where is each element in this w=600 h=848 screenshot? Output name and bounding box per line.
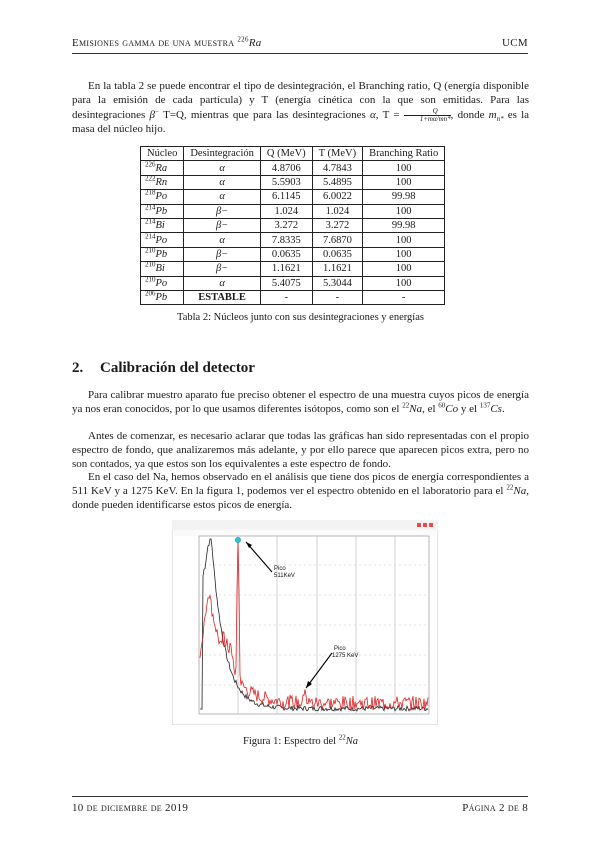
q-cell: 3.272 bbox=[260, 218, 312, 232]
q-cell: 4.8706 bbox=[260, 161, 312, 175]
table-row bbox=[141, 175, 445, 189]
br-cell: 100 bbox=[363, 276, 445, 290]
q-cell: 5.4075 bbox=[260, 276, 312, 290]
table-row bbox=[141, 276, 445, 290]
table-row bbox=[141, 233, 445, 247]
q-cell: 6.1145 bbox=[260, 190, 312, 204]
t-cell: 4.7843 bbox=[312, 161, 362, 175]
br-cell: 99.98 bbox=[363, 218, 445, 232]
table-row bbox=[141, 161, 445, 175]
decay-cell: α bbox=[184, 233, 261, 247]
nucleus-cell: $^{214}$Po bbox=[141, 233, 184, 247]
nucleus-cell: $^{214}$Bi bbox=[141, 218, 184, 232]
footer-page-number: Página 2 de 8 bbox=[462, 802, 528, 814]
col-header: Q (MeV) bbox=[260, 147, 312, 161]
table-header-row bbox=[141, 147, 445, 161]
t-cell: 3.272 bbox=[312, 218, 362, 232]
nucleus-cell: $^{210}$Po bbox=[141, 276, 184, 290]
decay-cell: α bbox=[184, 175, 261, 189]
table-row bbox=[141, 204, 445, 218]
t-cell: - bbox=[312, 290, 362, 304]
br-cell: 100 bbox=[363, 161, 445, 175]
t-cell: 5.4895 bbox=[312, 175, 362, 189]
page-footer bbox=[72, 796, 528, 817]
annotation-label-1b: 511KeV bbox=[274, 573, 295, 579]
footer-date: 10 de diciembre de 2019 bbox=[72, 802, 189, 814]
decay-cell: β− bbox=[184, 218, 261, 232]
br-cell: 99.98 bbox=[363, 190, 445, 204]
nucleus-cell: $^{210}$Bi bbox=[141, 262, 184, 276]
body-paragraph-3: En el caso del Na, hemos observado en el análisis que tiene dos picos de energía correspondientes a 511 KeV y a 1275 KeV. En la figura 1, podemos ver el espectro obtenido en el laboratorio para el $^{22}$Na, donde pueden identificarse estos picos de energía. bbox=[72, 471, 529, 511]
body-paragraph-1: Para calibrar muestro aparato fue preciso obtener el espectro de una muestra cuyos picos de energía ya nos eran conocidos, por lo que usamos diferentes isótopos, como son el $^{22}$Na, el $^{60}$Co y el $^{137}$Cs. bbox=[72, 389, 529, 415]
t-cell: 1.024 bbox=[312, 204, 362, 218]
decay-cell: β− bbox=[184, 204, 261, 218]
col-header: T (MeV) bbox=[312, 147, 362, 161]
t-cell: 1.1621 bbox=[312, 262, 362, 276]
table-row bbox=[141, 247, 445, 261]
decay-cell: β− bbox=[184, 247, 261, 261]
section-heading: 2. Calibración del detector bbox=[72, 360, 255, 376]
nucleus-cell: $^{218}$Po bbox=[141, 190, 184, 204]
decay-cell: α bbox=[184, 161, 261, 175]
col-header: Núcleo bbox=[141, 147, 184, 161]
q-cell: 0.0635 bbox=[260, 247, 312, 261]
q-cell: - bbox=[260, 290, 312, 304]
figure-title-strip bbox=[174, 530, 436, 536]
annotation-label-2b: 1275 KeV bbox=[332, 653, 359, 659]
table-row bbox=[141, 190, 445, 204]
spectrum-chart bbox=[172, 520, 438, 725]
nucleus-cell: $^{214}$Pb bbox=[141, 204, 184, 218]
body-paragraph-2: Antes de comenzar, es necesario aclarar que todas las gráficas han sido representadas con el propio espectro de fondo, que analizaremos más adelante, y por ello parece que aparecen picos extra, pero no son contados, ya que estos son los equivalentes a este espectro de fondo. bbox=[72, 430, 529, 470]
decay-cell: ESTABLE bbox=[184, 290, 261, 304]
q-cell: 7.8335 bbox=[260, 233, 312, 247]
intro-paragraph: En la tabla 2 se puede encontrar el tipo de desintegración, el Branching ratio, Q (energía disponible para la emisión de cada partícula) y T (energía cinética con la que son emitidas. Para las desintegraciones β− T=Q, mientras que para las desintegraciones α, T = $\frac{Q}{1+m\alpha/mn*}$ , donde $m_{n*}$ es la masa del núcleo hijo. bbox=[72, 80, 530, 135]
running-title: Emisiones gamma de una muestra $^{226}$Ra bbox=[72, 35, 262, 49]
table-caption: Tabla 2: Núcleos junto con sus desintegraciones y energías bbox=[177, 312, 424, 323]
nuclei-table bbox=[140, 146, 445, 305]
q-cell: 5.5903 bbox=[260, 175, 312, 189]
t-cell: 5.3044 bbox=[312, 276, 362, 290]
header-org: UCM bbox=[502, 37, 528, 49]
q-cell: 1.1621 bbox=[260, 262, 312, 276]
page-header bbox=[72, 37, 528, 54]
spectrum-figure bbox=[172, 520, 438, 725]
toolbar-buttons bbox=[417, 523, 433, 527]
decay-cell: α bbox=[184, 190, 261, 204]
nucleus-cell: $^{210}$Pb bbox=[141, 247, 184, 261]
col-header: Desintegración bbox=[184, 147, 261, 161]
annotation-label-1a: Pico bbox=[274, 566, 286, 572]
nucleus-cell: $^{226}$Ra bbox=[141, 161, 184, 175]
table-row bbox=[141, 262, 445, 276]
br-cell: 100 bbox=[363, 175, 445, 189]
col-header: Branching Ratio bbox=[363, 147, 445, 161]
decay-cell: α bbox=[184, 276, 261, 290]
q-cell: 1.024 bbox=[260, 204, 312, 218]
t-cell: 6.0022 bbox=[312, 190, 362, 204]
nucleus-cell: $^{206}$Pb bbox=[141, 290, 184, 304]
table-row bbox=[141, 290, 445, 304]
peak-marker bbox=[235, 537, 240, 542]
figure-caption: Figura 1: Espectro del $^{22}$Na bbox=[243, 733, 358, 747]
table-row bbox=[141, 218, 445, 232]
t-cell: 7.6870 bbox=[312, 233, 362, 247]
br-cell: 100 bbox=[363, 204, 445, 218]
br-cell: - bbox=[363, 290, 445, 304]
annotation-label-2a: Pico bbox=[334, 646, 346, 652]
br-cell: 100 bbox=[363, 233, 445, 247]
br-cell: 100 bbox=[363, 247, 445, 261]
t-cell: 0.0635 bbox=[312, 247, 362, 261]
nucleus-cell: $^{222}$Rn bbox=[141, 175, 184, 189]
br-cell: 100 bbox=[363, 262, 445, 276]
figure-toolbar bbox=[172, 520, 438, 530]
decay-cell: β− bbox=[184, 262, 261, 276]
